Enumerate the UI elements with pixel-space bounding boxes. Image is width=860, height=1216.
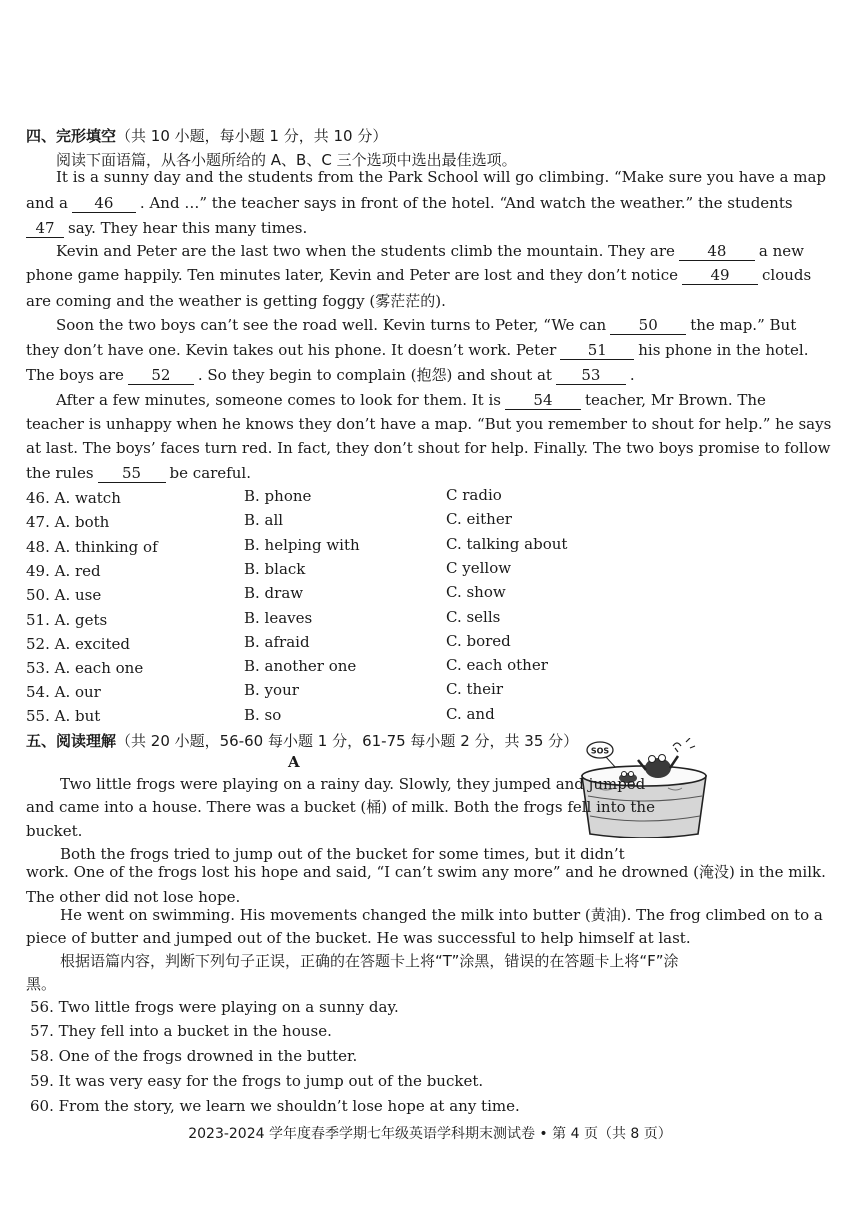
statement-56: 56. Two little frogs were playing on a sunny day. [30, 998, 399, 1016]
option-a: 46. A. watch [26, 489, 121, 507]
reading-line-5: work. One of the frogs lost his hope and said, “I can’t swim any more” and he drowned (淹没) in the milk. [26, 863, 826, 881]
cloze-line-4 [56, 241, 804, 261]
cloze-text: the rules [26, 464, 94, 482]
cloze-text: . And …” the teacher says in front of the hotel. “And watch the weather.” the students [139, 194, 793, 212]
option-b: B. afraid [244, 633, 310, 651]
blank-49: 49 [682, 267, 758, 285]
option-b: B. another one [244, 657, 357, 675]
cloze-text: a new [758, 242, 804, 260]
cloze-text: After a few minutes, someone comes to look for them. It is [56, 391, 501, 409]
section5-heading-note: （共 20 小题，56-60 每小题 1 分，61-75 每小题 2 分，共 35 分） [116, 732, 579, 750]
option-a: 53. A. each one [26, 659, 144, 677]
option-c: C radio [446, 486, 502, 504]
cloze-text: The boys are [26, 366, 124, 384]
option-b: B. leaves [244, 609, 313, 627]
cloze-line-1: It is a sunny day and the students from the Park School will go climbing. “Make sure you have a map [56, 168, 826, 186]
cloze-line-13 [26, 463, 251, 483]
option-c: C. show [446, 583, 506, 601]
cloze-text: they don’t have one. Kevin takes out his phone. It doesn’t work. Peter [26, 341, 557, 359]
tf-instruction: 根据语篇内容，判断下列句子正误，正确的在答题卡上将“T”涂黑，错误的在答题卡上将“F”涂 [60, 952, 679, 970]
reading-line-7: He went on swimming. His movements changed the milk into butter (黄油). The frog climbed on to a [60, 906, 823, 924]
cloze-line-2 [26, 193, 793, 213]
option-c: C yellow [446, 559, 512, 577]
section4-instruction: 阅读下面语篇，从各小题所给的 A、B、C 三个选项中选出最佳选项。 [56, 151, 517, 169]
blank-47: 47 [26, 220, 64, 238]
blank-55: 55 [98, 465, 166, 483]
option-c: C. each other [446, 656, 548, 674]
cloze-line-9 [26, 365, 635, 385]
statement-58: 58. One of the frogs drowned in the butter. [30, 1047, 358, 1065]
option-b: B. phone [244, 487, 312, 505]
cloze-text: Kevin and Peter are the last two when the students climb the mountain. They are [56, 242, 675, 260]
option-b: B. all [244, 511, 284, 529]
option-c: C. bored [446, 632, 511, 650]
cloze-text: . So they begin to complain (抱怨) and shout at [197, 366, 552, 384]
option-c: C. and [446, 705, 495, 723]
cloze-line-6: are coming and the weather is getting foggy (雾茫茫的). [26, 292, 446, 310]
cloze-text: and a [26, 194, 68, 212]
tf-instruction-cont: 黑。 [26, 975, 57, 993]
sos-sign: SOS [590, 746, 610, 756]
blank-53: 53 [556, 367, 626, 385]
cloze-line-10 [56, 390, 766, 410]
section5-heading: 五、阅读理解 [26, 732, 117, 750]
reading-line-3: bucket. [26, 822, 83, 840]
cloze-text: phone game happily. Ten minutes later, Kevin and Peter are lost and they don’t notice [26, 266, 679, 284]
blank-54: 54 [505, 392, 581, 410]
cloze-text: teacher, Mr Brown. The [584, 391, 766, 409]
option-a: 47. A. both [26, 513, 110, 531]
option-a: 52. A. excited [26, 635, 131, 653]
cloze-text: Soon the two boys can’t see the road well. Kevin turns to Peter, “We can [56, 316, 607, 334]
cloze-text: clouds [762, 266, 812, 284]
option-b: B. so [244, 706, 282, 724]
option-b: B. draw [244, 584, 304, 602]
reading-line-6: The other did not lose hope. [26, 888, 241, 906]
blank-48: 48 [679, 243, 755, 261]
option-a: 50. A. use [26, 586, 102, 604]
option-c: C. sells [446, 608, 501, 626]
option-a: 55. A. but [26, 707, 101, 725]
option-b: B. helping with [244, 536, 360, 554]
option-a: 54. A. our [26, 683, 101, 701]
option-a: 49. A. red [26, 562, 101, 580]
cloze-text: say. They hear this many times. [68, 219, 308, 237]
cloze-line-12: at last. The boys’ faces turn red. In fact, they don’t shout for help. Finally. The two boys promise to follow [26, 439, 831, 457]
cloze-text: be careful. [169, 464, 251, 482]
option-b: B. your [244, 681, 299, 699]
cloze-line-11: teacher is unhappy when he knows they don’t have a map. “But you remember to shout for help.” he says [26, 415, 832, 433]
option-c: C. either [446, 510, 512, 528]
blank-50: 50 [610, 317, 686, 335]
section4-heading-line [26, 126, 387, 146]
option-a: 48. A. thinking of [26, 538, 158, 556]
option-c: C. their [446, 680, 504, 698]
cloze-line-7 [56, 315, 796, 335]
section5-heading-line [26, 731, 578, 751]
reading-line-2: and came into a house. There was a bucket (桶) of milk. Both the frogs fell into the [26, 798, 655, 816]
reading-line-1: Two little frogs were playing on a rainy day. Slowly, they jumped and jumped [60, 775, 646, 793]
blank-52: 52 [128, 367, 194, 385]
option-b: B. black [244, 560, 306, 578]
statement-60: 60. From the story, we learn we shouldn’t lose hope at any time. [30, 1097, 520, 1115]
cloze-text: his phone in the hotel. [638, 341, 809, 359]
statement-59: 59. It was very easy for the frogs to jump out of the bucket. [30, 1072, 484, 1090]
statement-57: 57. They fell into a bucket in the house. [30, 1022, 332, 1040]
blank-51: 51 [560, 342, 634, 360]
blank-46: 46 [72, 195, 136, 213]
cloze-text: . [629, 366, 635, 384]
cloze-line-8 [26, 340, 809, 360]
reading-line-4: Both the frogs tried to jump out of the bucket for some times, but it didn’t [60, 845, 625, 863]
cloze-text: the map.” But [690, 316, 797, 334]
section4-heading: 四、完形填空 [26, 127, 117, 145]
option-a: 51. A. gets [26, 611, 108, 629]
cloze-line-3 [26, 218, 307, 238]
page-footer: 2023-2024 学年度春季学期七年级英语学科期末测试卷 • 第 4 页（共 8 页） [188, 1126, 672, 1142]
part-a-label: A [288, 753, 300, 771]
cloze-line-5 [26, 265, 811, 285]
section4-heading-note: （共 10 小题，每小题 1 分，共 10 分） [116, 127, 388, 145]
option-c: C. talking about [446, 535, 568, 553]
reading-line-8: piece of butter and jumped out of the bucket. He was successful to help himself at last. [26, 929, 691, 947]
